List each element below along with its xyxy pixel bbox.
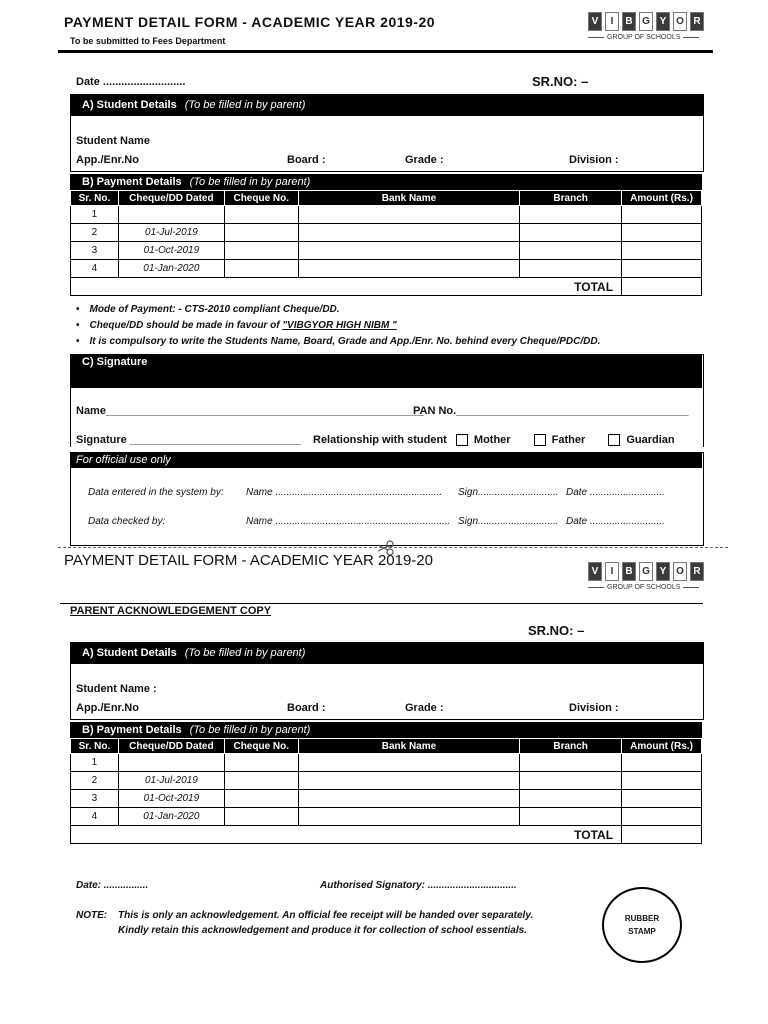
header-rule [58, 50, 713, 53]
logo-letter: I [605, 562, 619, 581]
cell-date: 01-Jul-2019 [118, 224, 224, 242]
section-c-header [70, 354, 702, 388]
logo-letter: O [673, 562, 687, 581]
cell-amount[interactable] [622, 206, 702, 224]
ack-copy-label: PARENT ACKNOWLEDGEMENT COPY [70, 605, 272, 617]
form-subtitle: To be submitted to Fees Department [70, 36, 226, 46]
payment-table [70, 190, 702, 296]
cell-amount[interactable] [622, 808, 702, 826]
cell-branch[interactable] [520, 224, 622, 242]
logo-tagline: GROUP OF SCHOOLS [607, 584, 681, 591]
pan-field[interactable]: PAN No.______________________________________ [413, 405, 689, 417]
cell-cheque-no[interactable] [224, 772, 298, 790]
section-b-header [70, 174, 702, 190]
ack-section-a-header [70, 642, 704, 664]
cell-amount[interactable] [622, 772, 702, 790]
ack-sr-no-label: SR.NO: – [528, 623, 585, 638]
rubber-stamp [602, 887, 682, 963]
data-entered-sign[interactable]: Sign............................. [458, 487, 559, 498]
cell-bank[interactable] [298, 242, 520, 260]
logo-letter: V [588, 562, 602, 581]
mother-checkbox[interactable] [456, 434, 468, 446]
table-row [71, 242, 702, 260]
section-b-heading: B) Payment Details [82, 176, 182, 188]
section-b-note: (To be filled in by parent) [189, 176, 311, 188]
relationship-group [313, 434, 675, 446]
table-row [71, 790, 702, 808]
logo-tagline: GROUP OF SCHOOLS [607, 34, 681, 41]
total-row [71, 826, 702, 844]
cell-bank[interactable] [298, 260, 520, 278]
form-title: PAYMENT DETAIL FORM - ACADEMIC YEAR 2019-20 [64, 14, 436, 30]
cell-date[interactable] [118, 754, 224, 772]
data-checked-label: Data checked by: [88, 516, 166, 527]
cell-branch[interactable] [520, 260, 622, 278]
cell-date: 01-Jan-2020 [118, 260, 224, 278]
table-row [71, 772, 702, 790]
col-sr-no: Sr. No. [71, 739, 119, 754]
data-checked-sign[interactable]: Sign............................. [458, 516, 559, 527]
cell-branch[interactable] [520, 808, 622, 826]
total-label: TOTAL [71, 826, 622, 844]
cell-cheque-no[interactable] [224, 790, 298, 808]
logo-letter: G [639, 562, 653, 581]
ack-payment-table [70, 738, 702, 844]
total-amount[interactable] [622, 826, 702, 844]
cell-branch[interactable] [520, 242, 622, 260]
cell-sr: 3 [71, 242, 119, 260]
bullet-mode-of-payment: • Mode of Payment: - CTS-2010 compliant Cheque/DD. [76, 304, 340, 315]
logo-letter: B [622, 562, 636, 581]
cell-sr: 4 [71, 260, 119, 278]
grade-field[interactable]: Grade : [405, 154, 444, 166]
logo-letter: Y [656, 12, 670, 31]
guardian-checkbox[interactable] [608, 434, 620, 446]
guardian-label: Guardian [626, 434, 675, 446]
ack-header-rule [60, 603, 703, 604]
student-name-field[interactable]: Student Name [76, 135, 150, 147]
col-bank-name: Bank Name [298, 739, 520, 754]
board-field[interactable]: Board : [287, 154, 326, 166]
logo-letter: O [673, 12, 687, 31]
ack-grade-field[interactable]: Grade : [405, 702, 444, 714]
cell-sr: 1 [71, 206, 119, 224]
cell-amount[interactable] [622, 224, 702, 242]
vibgyor-logo [588, 562, 704, 591]
division-field[interactable]: Division : [569, 154, 619, 166]
col-cheque-no: Cheque No. [224, 191, 298, 206]
col-bank-name: Bank Name [298, 191, 520, 206]
col-cheque-dated: Cheque/DD Dated [118, 739, 224, 754]
table-row [71, 260, 702, 278]
cell-bank[interactable] [298, 772, 520, 790]
cell-branch[interactable] [520, 772, 622, 790]
signature-field[interactable]: Signature ____________________________ [76, 434, 302, 446]
total-label: TOTAL [71, 278, 622, 296]
cell-cheque-no[interactable] [224, 206, 298, 224]
ack-app-enr-field[interactable]: App./Enr.No [76, 702, 139, 714]
relationship-label: Relationship with student [313, 434, 447, 446]
note-line-2: Kindly retain this acknowledgement and produce it for collection of school essentials. [118, 925, 527, 936]
cell-amount[interactable] [622, 790, 702, 808]
cell-cheque-no[interactable] [224, 260, 298, 278]
ack-section-b-note: (To be filled in by parent) [189, 724, 311, 736]
logo-letter: V [588, 12, 602, 31]
date-field[interactable]: Date ........................... [76, 76, 186, 88]
section-a-heading: A) Student Details [82, 99, 177, 111]
table-row [71, 754, 702, 772]
bullet-compulsory: • It is compulsory to write the Students Name, Board, Grade and App./Enr. No. behind every Cheque/PDC/DD. [76, 336, 600, 347]
col-cheque-no: Cheque No. [224, 739, 298, 754]
col-cheque-dated: Cheque/DD Dated [118, 191, 224, 206]
ack-division-field[interactable]: Division : [569, 702, 619, 714]
official-use-header [70, 452, 702, 468]
logo-letter: R [690, 12, 704, 31]
col-amount: Amount (Rs.) [622, 739, 702, 754]
cell-branch[interactable] [520, 754, 622, 772]
bullet-favour-text: Cheque/DD should be made in favour of [89, 320, 283, 331]
cell-branch[interactable] [520, 206, 622, 224]
cell-cheque-no[interactable] [224, 224, 298, 242]
data-entered-name[interactable]: Name ............................................................ [246, 487, 443, 498]
bullet-favour [76, 320, 397, 331]
table-row [71, 206, 702, 224]
name-field[interactable]: Name____________________________________________________ [76, 405, 425, 417]
note-label: NOTE: [76, 910, 108, 921]
logo-letter: G [639, 12, 653, 31]
logo-letter: R [690, 562, 704, 581]
table-row [71, 808, 702, 826]
ack-student-name-field[interactable]: Student Name : [76, 683, 157, 695]
cell-date: 01-Oct-2019 [118, 790, 224, 808]
logo-letter: Y [656, 562, 670, 581]
data-entered-date[interactable]: Date ........................... [566, 487, 665, 498]
section-c-heading: C) Signature [82, 356, 148, 368]
cell-date: 01-Jan-2020 [118, 808, 224, 826]
cell-sr: 2 [71, 772, 119, 790]
cell-sr: 3 [71, 790, 119, 808]
cell-cheque-no[interactable] [224, 242, 298, 260]
cell-sr: 1 [71, 754, 119, 772]
col-amount: Amount (Rs.) [622, 191, 702, 206]
ack-section-a-note: (To be filled in by parent) [184, 647, 306, 659]
data-checked-name[interactable]: Name ............................................................... [246, 516, 451, 527]
cell-bank[interactable] [298, 808, 520, 826]
ack-section-b-heading: B) Payment Details [82, 724, 182, 736]
col-sr-no: Sr. No. [71, 191, 119, 206]
cell-bank[interactable] [298, 790, 520, 808]
rubber-stamp-text: RUBBER STAMP [624, 914, 660, 936]
official-use-heading: For official use only [76, 454, 171, 466]
cell-bank[interactable] [298, 754, 520, 772]
cell-cheque-no[interactable] [224, 808, 298, 826]
total-amount[interactable] [622, 278, 702, 296]
ack-form-title: PAYMENT DETAIL FORM - ACADEMIC YEAR 2019-20 [64, 552, 433, 569]
cell-amount[interactable] [622, 260, 702, 278]
section-a-note: (To be filled in by parent) [184, 99, 306, 111]
cell-amount[interactable] [622, 754, 702, 772]
col-branch: Branch [520, 739, 622, 754]
total-row [71, 278, 702, 296]
sr-no-label: SR.NO: – [532, 74, 589, 89]
ack-section-b-header [70, 722, 702, 738]
logo-letter: B [622, 12, 636, 31]
cell-sr: 2 [71, 224, 119, 242]
father-label: Father [551, 434, 586, 446]
cell-date: 01-Jul-2019 [118, 772, 224, 790]
cell-sr: 4 [71, 808, 119, 826]
note-line-1: This is only an acknowledgement. An official fee receipt will be handed over separately. [118, 910, 534, 921]
cell-date[interactable] [118, 206, 224, 224]
table-row [71, 224, 702, 242]
favour-name: "VIBGYOR HIGH NIBM " [282, 320, 397, 331]
cell-date: 01-Oct-2019 [118, 242, 224, 260]
data-checked-date[interactable]: Date ........................... [566, 516, 665, 527]
col-branch: Branch [520, 191, 622, 206]
cell-amount[interactable] [622, 242, 702, 260]
ack-board-field[interactable]: Board : [287, 702, 326, 714]
logo-letter: I [605, 12, 619, 31]
cell-branch[interactable] [520, 790, 622, 808]
vibgyor-logo [588, 12, 704, 41]
cell-cheque-no[interactable] [224, 754, 298, 772]
section-a-header [70, 94, 704, 116]
father-checkbox[interactable] [534, 434, 546, 446]
cell-bank[interactable] [298, 224, 520, 242]
ack-section-a-heading: A) Student Details [82, 647, 177, 659]
data-entered-label: Data entered in the system by: [88, 487, 224, 498]
app-enr-field[interactable]: App./Enr.No [76, 154, 139, 166]
mother-label: Mother [473, 434, 511, 446]
cell-bank[interactable] [298, 206, 520, 224]
authorised-signatory-field[interactable]: Authorised Signatory: ................................ [320, 880, 517, 891]
ack-date-field[interactable]: Date: ................ [76, 880, 149, 891]
